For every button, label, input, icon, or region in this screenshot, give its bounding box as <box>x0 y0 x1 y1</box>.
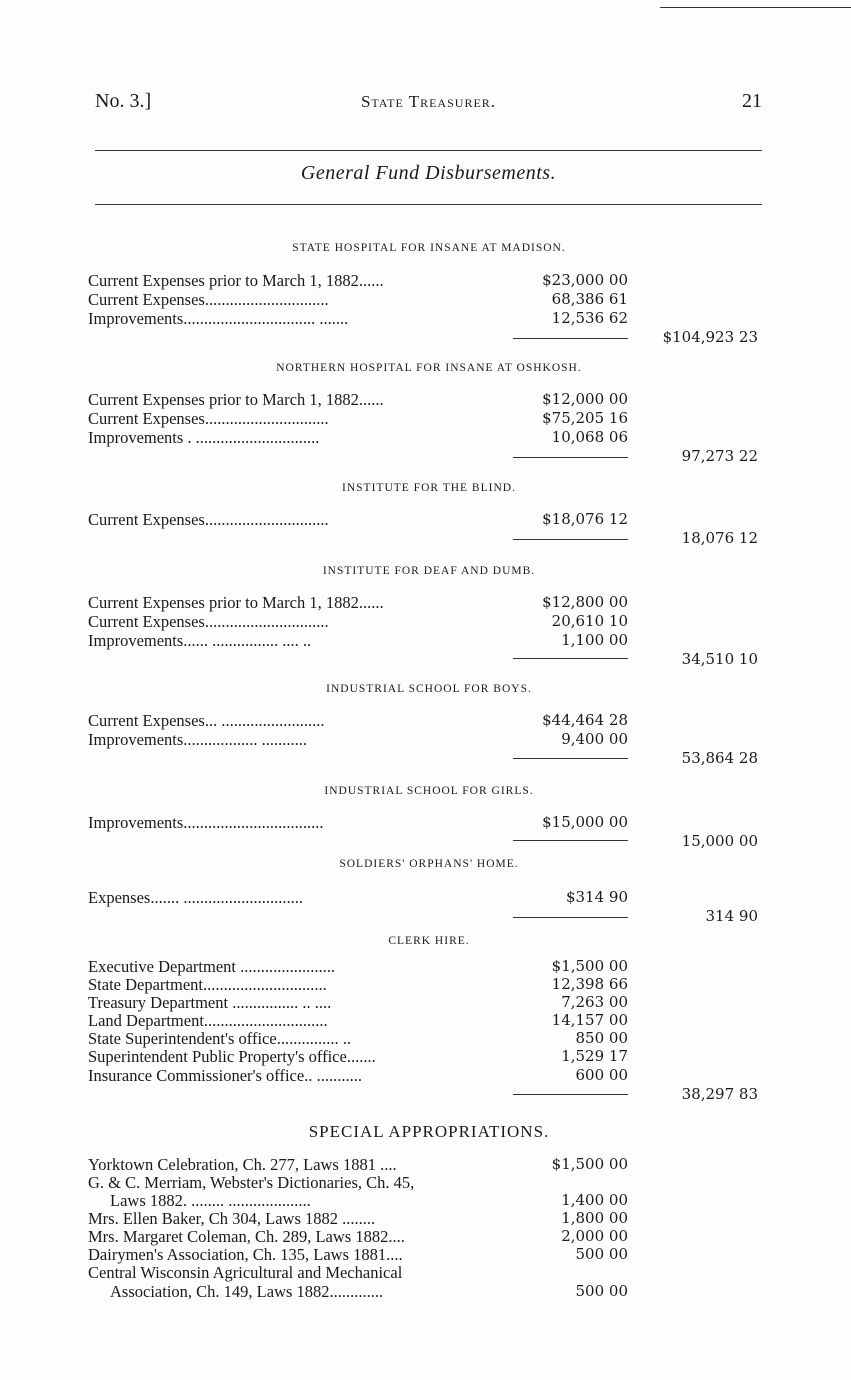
row-label: Mrs. Margaret Coleman, Ch. 289, Laws 1882.... <box>88 1227 405 1246</box>
special-row <box>88 1263 770 1282</box>
section-total: 15,000 00 <box>681 832 758 850</box>
table-row <box>88 711 770 730</box>
total-row <box>88 907 770 926</box>
section-total: 38,297 83 <box>681 1085 758 1103</box>
special-row <box>88 1282 770 1301</box>
title-rule <box>95 204 762 205</box>
row-label: Improvements................................ ....... <box>88 309 349 328</box>
section-title: STATE HOSPITAL FOR INSANE AT MADISON. <box>292 242 566 254</box>
row-label: Dairymen's Association, Ch. 135, Laws 1881.... <box>88 1245 403 1264</box>
section-title: INDUSTRIAL SCHOOL FOR GIRLS. <box>324 785 534 797</box>
row-label: Current Expenses.............................. <box>88 290 329 309</box>
page-number: 21 <box>742 90 762 112</box>
row-amount: $314 90 <box>565 888 628 906</box>
table-row <box>88 1011 770 1030</box>
table-row <box>88 390 770 409</box>
row-amount: 7,263 00 <box>561 993 628 1011</box>
row-amount: $1,500 00 <box>551 957 628 975</box>
special-row <box>88 1191 770 1210</box>
table-row <box>88 993 770 1012</box>
row-label: Insurance Commissioner's office.. ........... <box>88 1066 362 1085</box>
table-row <box>88 593 770 612</box>
page-header <box>95 90 762 120</box>
row-label: Current Expenses prior to March 1, 1882...... <box>88 271 384 290</box>
row-amount: 12,398 66 <box>551 975 628 993</box>
table-row <box>88 428 770 447</box>
report-number: No. 3.] <box>95 90 152 112</box>
row-label: Current Expenses.............................. <box>88 409 329 428</box>
row-label: Superintendent Public Property's office....... <box>88 1047 376 1066</box>
total-row <box>88 1085 770 1104</box>
row-amount: 20,610 10 <box>551 612 628 630</box>
section-total: 18,076 12 <box>681 529 758 547</box>
table-row <box>88 612 770 631</box>
row-label: Current Expenses.............................. <box>88 612 329 631</box>
table-row <box>88 290 770 309</box>
row-amount: $1,500 00 <box>551 1155 628 1173</box>
row-label: Current Expenses prior to March 1, 1882...... <box>88 390 384 409</box>
row-amount: 500 00 <box>575 1245 628 1263</box>
table-row <box>88 271 770 290</box>
row-amount: $23,000 00 <box>542 271 628 289</box>
section-title: INSTITUTE FOR DEAF AND DUMB. <box>322 565 536 577</box>
row-amount: $75,205 16 <box>542 409 628 427</box>
row-amount: 850 00 <box>575 1029 628 1047</box>
row-label: G. & C. Merriam, Webster's Dictionaries, Ch. 45, <box>88 1173 415 1192</box>
section-title: NORTHERN HOSPITAL FOR INSANE AT OSHKOSH. <box>276 362 582 374</box>
special-title: SPECIAL APPROPRIATIONS. <box>308 1122 550 1141</box>
fund-title: General Fund Disbursements. <box>300 162 557 184</box>
table-row <box>88 730 770 749</box>
special-row <box>88 1209 770 1228</box>
special-row <box>88 1173 770 1192</box>
row-label: Yorktown Celebration, Ch. 277, Laws 1881 .... <box>88 1155 397 1174</box>
row-label: State Department.............................. <box>88 975 327 994</box>
corner-rule <box>660 7 851 8</box>
row-label: Executive Department ....................... <box>88 957 335 976</box>
row-label: Mrs. Ellen Baker, Ch 304, Laws 1882 ........ <box>88 1209 376 1228</box>
special-row <box>88 1155 770 1174</box>
row-label: Current Expenses... ......................... <box>88 711 325 730</box>
total-row <box>88 328 770 347</box>
row-amount: $15,000 00 <box>542 813 628 831</box>
table-row <box>88 631 770 650</box>
row-amount: 68,386 61 <box>551 290 628 308</box>
section-title: INSTITUTE FOR THE BLIND. <box>342 482 516 494</box>
row-label: Improvements.................. ........... <box>88 730 308 749</box>
running-title: State Treasurer. <box>360 92 497 111</box>
row-amount: 14,157 00 <box>551 1011 628 1029</box>
table-row <box>88 510 770 529</box>
total-row <box>88 447 770 466</box>
row-amount: 500 00 <box>575 1282 628 1300</box>
row-amount: $44,464 28 <box>542 711 628 729</box>
total-row <box>88 529 770 548</box>
row-amount: $12,800 00 <box>542 593 628 611</box>
row-label: Laws 1882. ........ .................... <box>110 1191 311 1210</box>
section-total: 314 90 <box>705 907 758 925</box>
row-amount: 2,000 00 <box>561 1227 628 1245</box>
table-row <box>88 975 770 994</box>
row-amount: 10,068 06 <box>551 428 628 446</box>
row-label: Improvements.................................. <box>88 813 324 832</box>
row-label: Land Department.............................. <box>88 1011 328 1030</box>
row-amount: 1,529 17 <box>561 1047 628 1065</box>
row-label: Expenses....... ............................. <box>88 888 303 907</box>
row-label: Improvements . .............................. <box>88 428 320 447</box>
table-row <box>88 1029 770 1048</box>
row-amount: 1,100 00 <box>561 631 628 649</box>
row-amount: $18,076 12 <box>542 510 628 528</box>
table-row <box>88 1047 770 1066</box>
total-row <box>88 650 770 669</box>
special-row <box>88 1245 770 1264</box>
table-row <box>88 813 770 832</box>
section-total: $104,923 23 <box>662 328 758 346</box>
section-total: 34,510 10 <box>681 650 758 668</box>
total-row <box>88 749 770 768</box>
section-title: INDUSTRIAL SCHOOL FOR BOYS. <box>326 683 532 695</box>
total-row <box>88 832 770 851</box>
row-label: Association, Ch. 149, Laws 1882............. <box>110 1282 384 1301</box>
section-title: CLERK HIRE. <box>388 935 470 947</box>
table-row <box>88 309 770 328</box>
table-row <box>88 409 770 428</box>
row-label: Treasury Department ................ .. .... <box>88 993 332 1012</box>
table-row <box>88 1066 770 1085</box>
table-row <box>88 888 770 907</box>
row-amount: 9,400 00 <box>561 730 628 748</box>
row-amount: 12,536 62 <box>551 309 628 327</box>
row-amount: 600 00 <box>575 1066 628 1084</box>
row-label: Current Expenses.............................. <box>88 510 329 529</box>
row-label: Current Expenses prior to March 1, 1882...... <box>88 593 384 612</box>
table-row <box>88 957 770 976</box>
section-total: 53,864 28 <box>681 749 758 767</box>
row-amount: 1,400 00 <box>561 1191 628 1209</box>
special-row <box>88 1227 770 1246</box>
row-label: Central Wisconsin Agricultural and Mechanical <box>88 1263 403 1282</box>
section-title: SOLDIERS' ORPHANS' HOME. <box>339 858 519 870</box>
row-label: State Superintendent's office............... .. <box>88 1029 351 1048</box>
row-label: Improvements...... ................ .... .. <box>88 631 312 650</box>
row-amount: $12,000 00 <box>542 390 628 408</box>
row-amount: 1,800 00 <box>561 1209 628 1227</box>
section-total: 97,273 22 <box>681 447 758 465</box>
header-rule <box>95 150 762 151</box>
